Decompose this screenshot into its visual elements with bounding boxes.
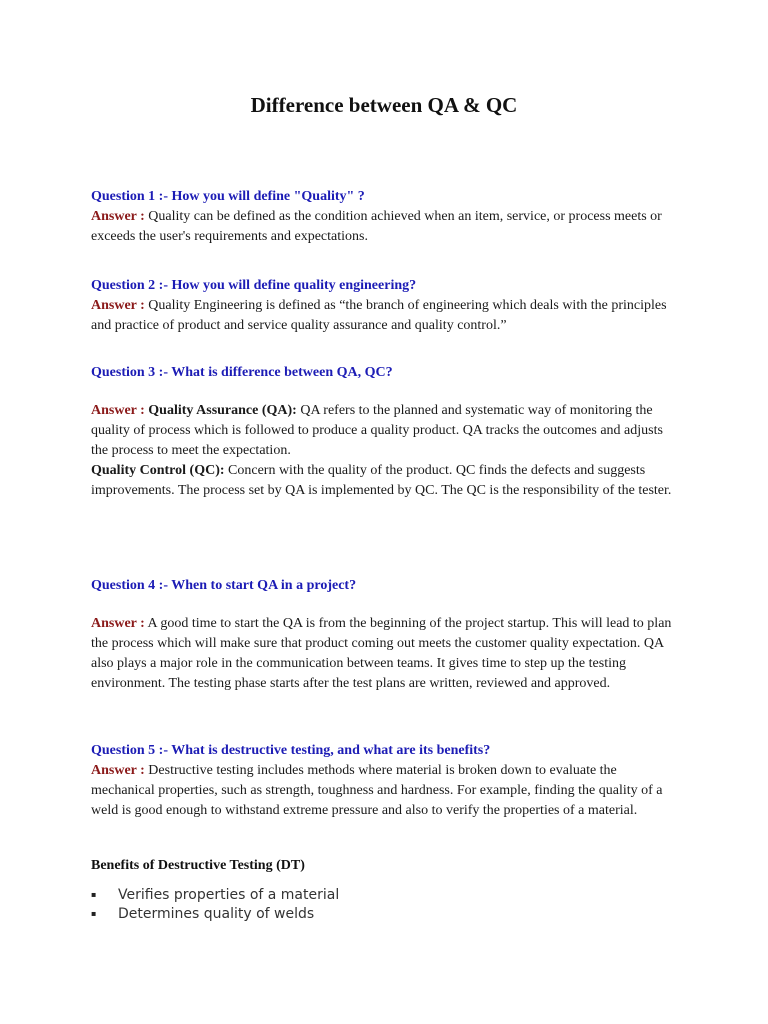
qa-block-4 bbox=[91, 576, 681, 596]
bullet-icon: ▪ bbox=[91, 890, 97, 899]
answer-4 bbox=[91, 614, 681, 694]
answer-2-text: Quality Engineering is defined as “the branch of engineering which deals with the principles and practice of product and service quality assurance and quality control.” bbox=[91, 298, 667, 333]
answer-label: Answer : bbox=[91, 209, 145, 224]
qa-term: Quality Assurance (QA): bbox=[148, 403, 297, 418]
answer-3-qa bbox=[91, 401, 681, 461]
qa-definition: QA refers to the planned and systematic way of monitoring the quality of process which is followed to produce a quality product. QA tracks the outcomes and adjusts the process to meet the expectation. bbox=[91, 403, 663, 458]
answer-label: Answer : bbox=[91, 298, 145, 313]
answer-5-text: Destructive testing includes methods where material is broken down to evaluate the mechanical properties, such as strength, toughness and hardness. For example, finding the quality of a weld is good enough to withstand extreme pressure and also to verify the properties of a material. bbox=[91, 763, 663, 818]
answer-1-text: Quality can be defined as the condition achieved when an item, service, or process meets or exceeds the user's requirements and expectations. bbox=[91, 209, 662, 244]
document-title: Difference between QA & QC bbox=[250, 93, 518, 117]
list-item bbox=[91, 904, 591, 923]
question-3: Question 3 :- What is difference between QA, QC? bbox=[91, 365, 393, 380]
qa-block-3 bbox=[91, 363, 681, 383]
answer-label: Answer : bbox=[91, 403, 145, 418]
list-item-text: Determines quality of welds bbox=[118, 905, 315, 922]
question-4: Question 4 :- When to start QA in a project? bbox=[91, 578, 357, 593]
answer-3-qc bbox=[91, 461, 681, 501]
question-2: Question 2 :- How you will define quality engineering? bbox=[91, 278, 417, 293]
qa-block-5 bbox=[91, 741, 681, 821]
answer-label: Answer : bbox=[91, 616, 145, 631]
qa-block-1 bbox=[91, 187, 681, 247]
answer-4-text: A good time to start the QA is from the beginning of the project startup. This will lead to plan the process which will make sure that product coming out meets the customer quality expectation. QA also plays a major role in the communication between teams. It gives time to step up the testing environment. The testing phase starts after the test plans are written, reviewed and approved. bbox=[91, 616, 672, 691]
answer-label: Answer : bbox=[91, 763, 145, 778]
qc-term: Quality Control (QC): bbox=[91, 463, 225, 478]
answer-3 bbox=[91, 401, 681, 501]
bullet-icon: ▪ bbox=[91, 909, 97, 918]
answer-1 bbox=[91, 207, 681, 247]
question-1: Question 1 :- How you will define "Quality" ? bbox=[91, 189, 365, 204]
answer-5 bbox=[91, 761, 681, 821]
benefits-heading: Benefits of Destructive Testing (DT) bbox=[91, 858, 305, 873]
list-item-text: Verifies properties of a material bbox=[118, 886, 340, 903]
answer-4-paragraph bbox=[91, 614, 681, 694]
question-5: Question 5 :- What is destructive testing, and what are its benefits? bbox=[91, 743, 491, 758]
qc-definition: Concern with the quality of the product. QC finds the defects and suggests improvements. The process set by QA is implemented by QC. The QC is the responsibility of the tester. bbox=[91, 463, 672, 498]
qa-block-2 bbox=[91, 276, 681, 336]
benefits-list bbox=[91, 885, 591, 923]
benefits-heading-block bbox=[91, 856, 681, 876]
list-item bbox=[91, 885, 591, 904]
answer-2 bbox=[91, 296, 681, 336]
